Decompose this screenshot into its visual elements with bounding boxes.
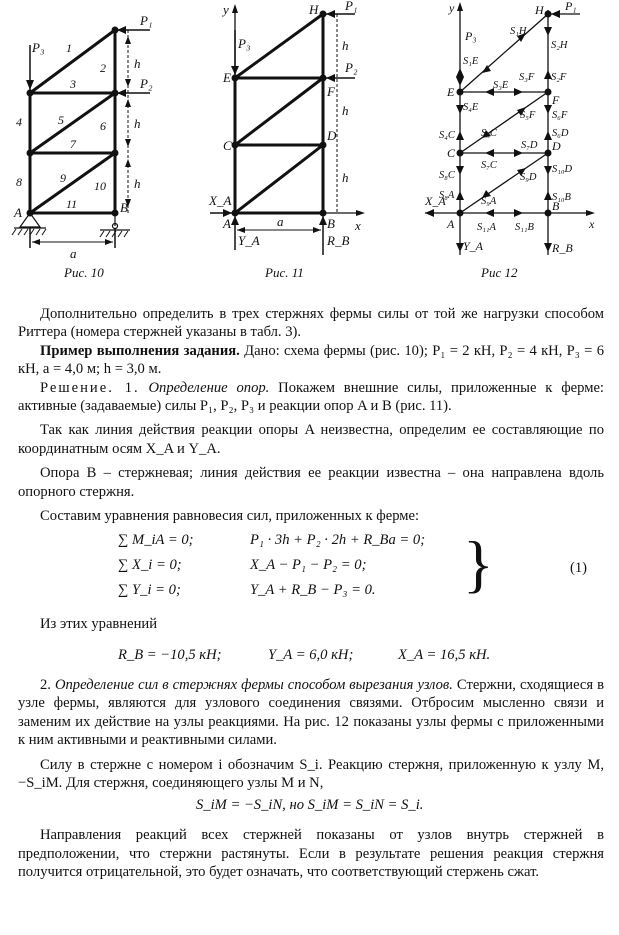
step-number: 2. [40,676,51,693]
node-d-label: D [327,128,337,143]
paragraph: Направления реакций всех стержней показаны от узлов внутрь стержней в предположении, что стержни растянуты. Если в результате решения реакция стержня получится отрицательной, это будет означать, что соответствующий стержень сжат. [18,827,604,881]
label-a: a [70,246,77,261]
label-xa: X_A [425,194,446,208]
node-force-diagram-12 [415,0,619,300]
results-row [18,646,604,670]
label-h: h [134,56,141,71]
equation-left: ∑ X_i = 0; [118,557,182,574]
paragraph: Дополнительно определить в трех стержнях фермы силы от той же нагрузки способом Риттера (номера стержней указаны в табл. 3). [18,306,604,341]
equation-left: ∑ Y_i = 0; [118,582,181,599]
paragraph [18,342,604,379]
force-label: S₉D [520,172,537,183]
node-a-label: A [223,216,231,231]
label-rb: R_B [552,241,573,255]
figure-11 [205,0,415,300]
force-label: S₁₁A [477,222,496,233]
member-number: 8 [16,175,22,189]
label-xa: X_A [209,193,232,208]
member-number: 3 [70,77,76,91]
node-f-label: F [327,84,335,99]
force-label: S₁₀D [552,164,573,175]
force-label: S₂H [551,40,568,51]
paragraph: Составим уравнения равновесия сил, приложенных к ферме: [40,508,420,525]
member-number: 6 [100,119,106,133]
solution-lead: Решение. 1. [40,379,140,396]
force-label: S₆D [552,128,569,139]
node-a-label: A [447,217,455,231]
force-label: S₁₀B [552,192,571,203]
example-heading: Пример выполнения задания. [40,342,240,359]
force-label: S₁H [510,26,527,37]
paragraph-text: Покажем внешние силы, приложенные к ферме: активные (задаваемые) силы P₁, P₂, P₃ и реакции опор A и B (рис. 11). [18,379,604,415]
force-label: S₈A [439,190,455,201]
caption-fig-10: Рис. 10 [64,265,104,280]
paragraph-text: Стержни, сходящиеся в узле фермы, являются для узлового соединения связями. Отбросим мысленно связи и заменим их действие на узлы реакциями. На рис. 12 показаны узлы фермы с приложенными к ним активными и реактивными силами. [18,676,605,749]
axis-x-label: x [355,218,361,233]
force-label: S₇C [481,160,497,171]
figures-row [0,0,619,300]
force-label: S₄E [463,102,479,113]
label-h: h [134,116,141,131]
node-e-label: E [223,70,231,85]
figure-10 [0,0,200,300]
member-number: 5 [58,113,64,127]
paragraph [18,676,604,750]
equation-right: Y_A + R_B − P₃ = 0. [250,582,376,599]
equation-number: (1) [570,560,588,577]
member-number: 11 [66,197,78,211]
label-p2: P₂ [140,76,153,91]
node-b-label: B [327,216,335,231]
node-c-label: C [447,146,456,160]
member-number: 2 [100,61,106,75]
result-ya: Y_A = 6,0 кН; [268,646,354,663]
label-h: h [134,176,141,191]
axis-y-label: y [223,2,229,17]
label-p1: P₁ [345,0,358,13]
force-label: S₅C [481,128,497,139]
force-label: S₂F [551,72,567,83]
force-label: S₉A [481,196,497,207]
label-p3: P₃ [465,29,477,43]
member-number: 9 [60,171,66,185]
label-p3: P₃ [238,36,251,51]
equation-left: ∑ M_iA = 0; [118,532,194,549]
body-text [18,305,604,882]
node-h-label: H [535,3,544,17]
node-d-label: D [552,139,561,153]
node-a-label: A [14,205,22,220]
label-p3: P₃ [32,40,45,55]
force-label: S₁₁B [515,222,534,233]
label-h: h [342,103,349,118]
node-f-label: F [552,93,560,107]
paragraph: Из этих уравнений [40,616,158,633]
force-label: S₃F [519,72,535,83]
node-b-label: B [120,200,128,215]
force-label: S₅F [520,110,536,121]
force-label: S₁E [463,56,479,67]
given-data: Дано: схема фермы (рис. 10); P₁ = 2 кН, P₂ = 4 кН, P₃ = 6 кН, a = 4,0 м; h = 3,0 м. [18,342,605,378]
force-label: S₃E [493,80,509,91]
truss-diagram-10 [0,0,200,300]
formula: S_iM = −S_iN, но S_iM = S_iN = S_i. [196,797,424,814]
label-a: a [277,214,284,229]
caption-fig-11: Рис. 11 [265,265,304,280]
result-xa: X_A = 16,5 кН. [398,646,491,663]
node-h-label: H [309,2,319,17]
node-b-label: B [552,199,560,213]
axis-y-label: y [449,1,455,15]
label-h: h [342,38,349,53]
label-rb: R_B [327,233,350,248]
step-title: Определение опор. [139,379,270,396]
label-ya: Y_A [238,233,260,248]
member-number: 10 [94,179,106,193]
step-title: Определение сил в стержнях фермы способом вырезания узлов. [50,676,453,693]
paragraph: Так как линия действия реакции опоры A неизвестна, определим ее составляющие по координатным осям X_A и Y_A. [18,422,604,457]
result-rb: R_B = −10,5 кН; [118,646,222,663]
equilibrium-equations [18,528,604,609]
paragraph: Силу в стержне с номером i обозначим S_i. Реакцию стержня, приложенную к узлу M, −S_iM. Для стержня, соединяющего узлы M и N, [18,756,604,791]
force-label: S₈C [439,170,455,181]
label-p2: P₂ [345,60,358,75]
figure-12 [415,0,619,300]
equation-right: P₁ · 3h + P₂ · 2h + R_Ba = 0; [250,532,426,549]
right-brace: } [463,528,494,600]
force-label: S₇D [521,140,538,151]
label-p1: P₁ [140,13,153,28]
truss-diagram-11 [205,0,415,300]
label-p1: P₁ [565,0,577,13]
member-number: 4 [16,115,22,129]
force-label: S₆F [552,110,568,121]
member-number: 1 [66,41,72,55]
label-h: h [342,170,349,185]
paragraph [18,379,604,416]
equation-right: X_A − P₁ − P₂ = 0; [250,557,367,574]
formula-row [18,796,604,820]
node-c-label: C [223,138,232,153]
paragraph: Опора B – стержневая; линия действия ее реакции известна – она направлена вдоль опорного стержня. [18,465,604,500]
label-ya: Y_A [463,239,484,253]
caption-fig-12: Рис 12 [481,265,518,280]
node-e-label: E [447,85,455,99]
force-label: S₄C [439,130,455,141]
axis-x-label: x [589,217,595,231]
member-number: 7 [70,137,76,151]
